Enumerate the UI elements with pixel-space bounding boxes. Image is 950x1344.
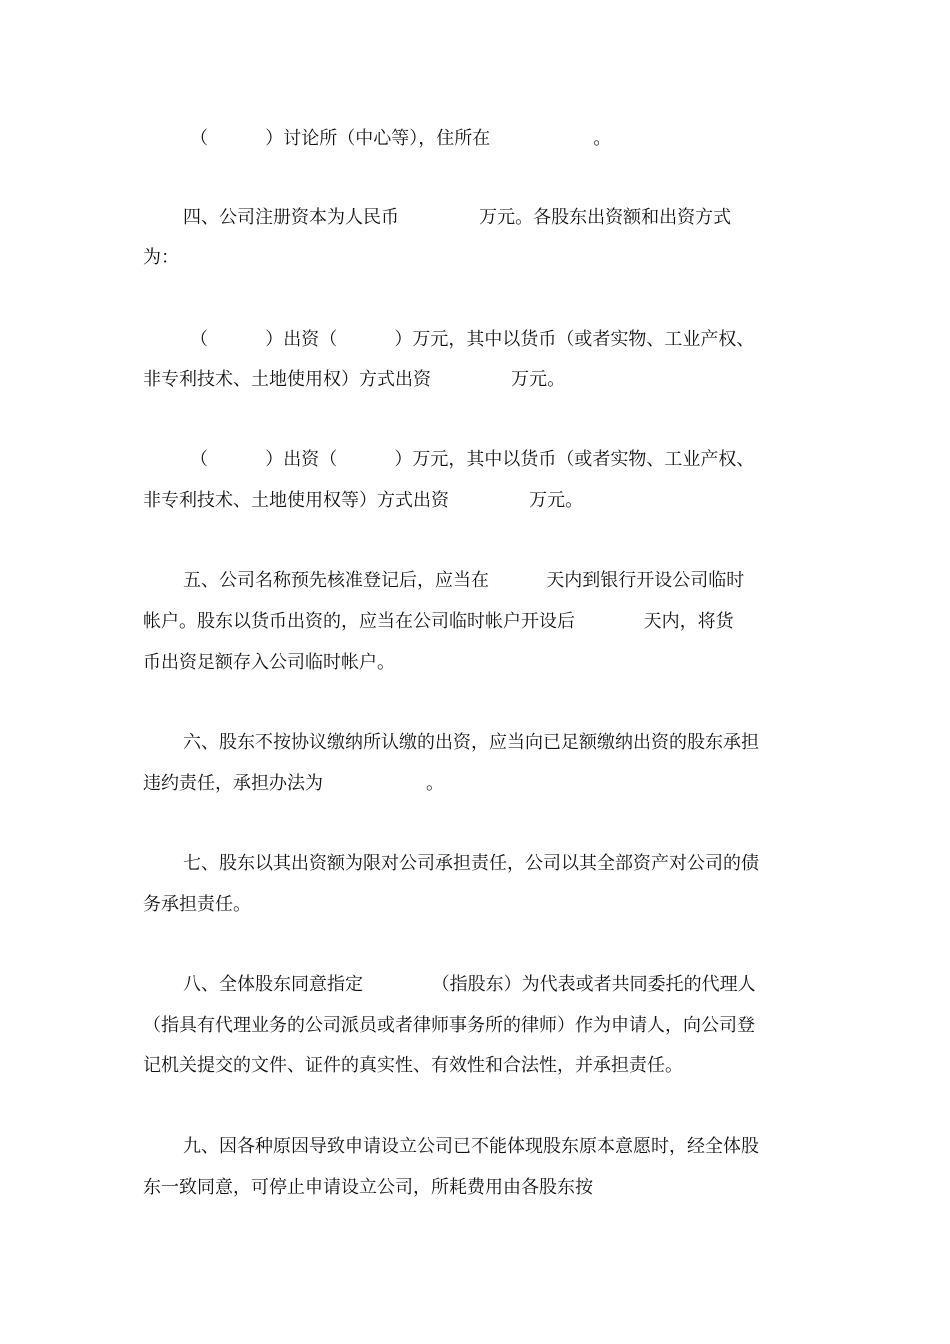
paragraph-line: 东一致同意，可停止申请设立公司，所耗费用由各股东按: [143, 1177, 593, 1198]
paragraph-line: 非专利技术、土地使用权）方式出资 万元。: [143, 369, 566, 390]
paragraph-line: 八、全体股东同意指定 （指股东）为代表或者共同委托的代理人: [183, 974, 756, 995]
paragraph-line: （ ）出资（ ）万元，其中以货币（或者实物、工业产权、: [190, 329, 755, 350]
paragraph-line: 四、公司注册资本为人民币 万元。各股东出资额和出资方式: [183, 207, 732, 228]
paragraph-line: 务承担责任。: [143, 894, 251, 915]
paragraph-line: 记机关提交的文件、证件的真实性、有效性和合法性，并承担责任。: [143, 1055, 683, 1076]
paragraph-line: （指具有代理业务的公司派员或者律师事务所的律师）作为申请人，向公司登: [143, 1015, 755, 1036]
paragraph-line: 非专利技术、土地使用权等）方式出资 万元。: [143, 490, 584, 511]
paragraph-line: （ ）讨论所（中心等），住所在 。: [190, 128, 612, 149]
paragraph-line: 五、公司名称预先核准登记后，应当在 天内到银行开设公司临时: [183, 570, 745, 591]
paragraph-line: 帐户。股东以货币出资的，应当在公司临时帐户开设后 天内，将货: [143, 611, 734, 632]
paragraph-line: （ ）出资（ ）万元，其中以货币（或者实物、工业产权、: [190, 449, 755, 470]
paragraph-line: 七、股东以其出资额为限对公司承担责任，公司以其全部资产对公司的债: [183, 853, 759, 874]
paragraph-line: 违约责任，承担办法为 。: [143, 773, 444, 794]
paragraph-line: 币出资足额存入公司临时帐户。: [143, 652, 395, 673]
paragraph-line: 六、股东不按协议缴纳所认缴的出资，应当向已足额缴纳出资的股东承担: [183, 732, 759, 753]
paragraph-line: 为：: [143, 247, 179, 268]
paragraph-line: 九、因各种原因导致申请设立公司已不能体现股东原本意愿时，经全体股: [183, 1136, 759, 1157]
